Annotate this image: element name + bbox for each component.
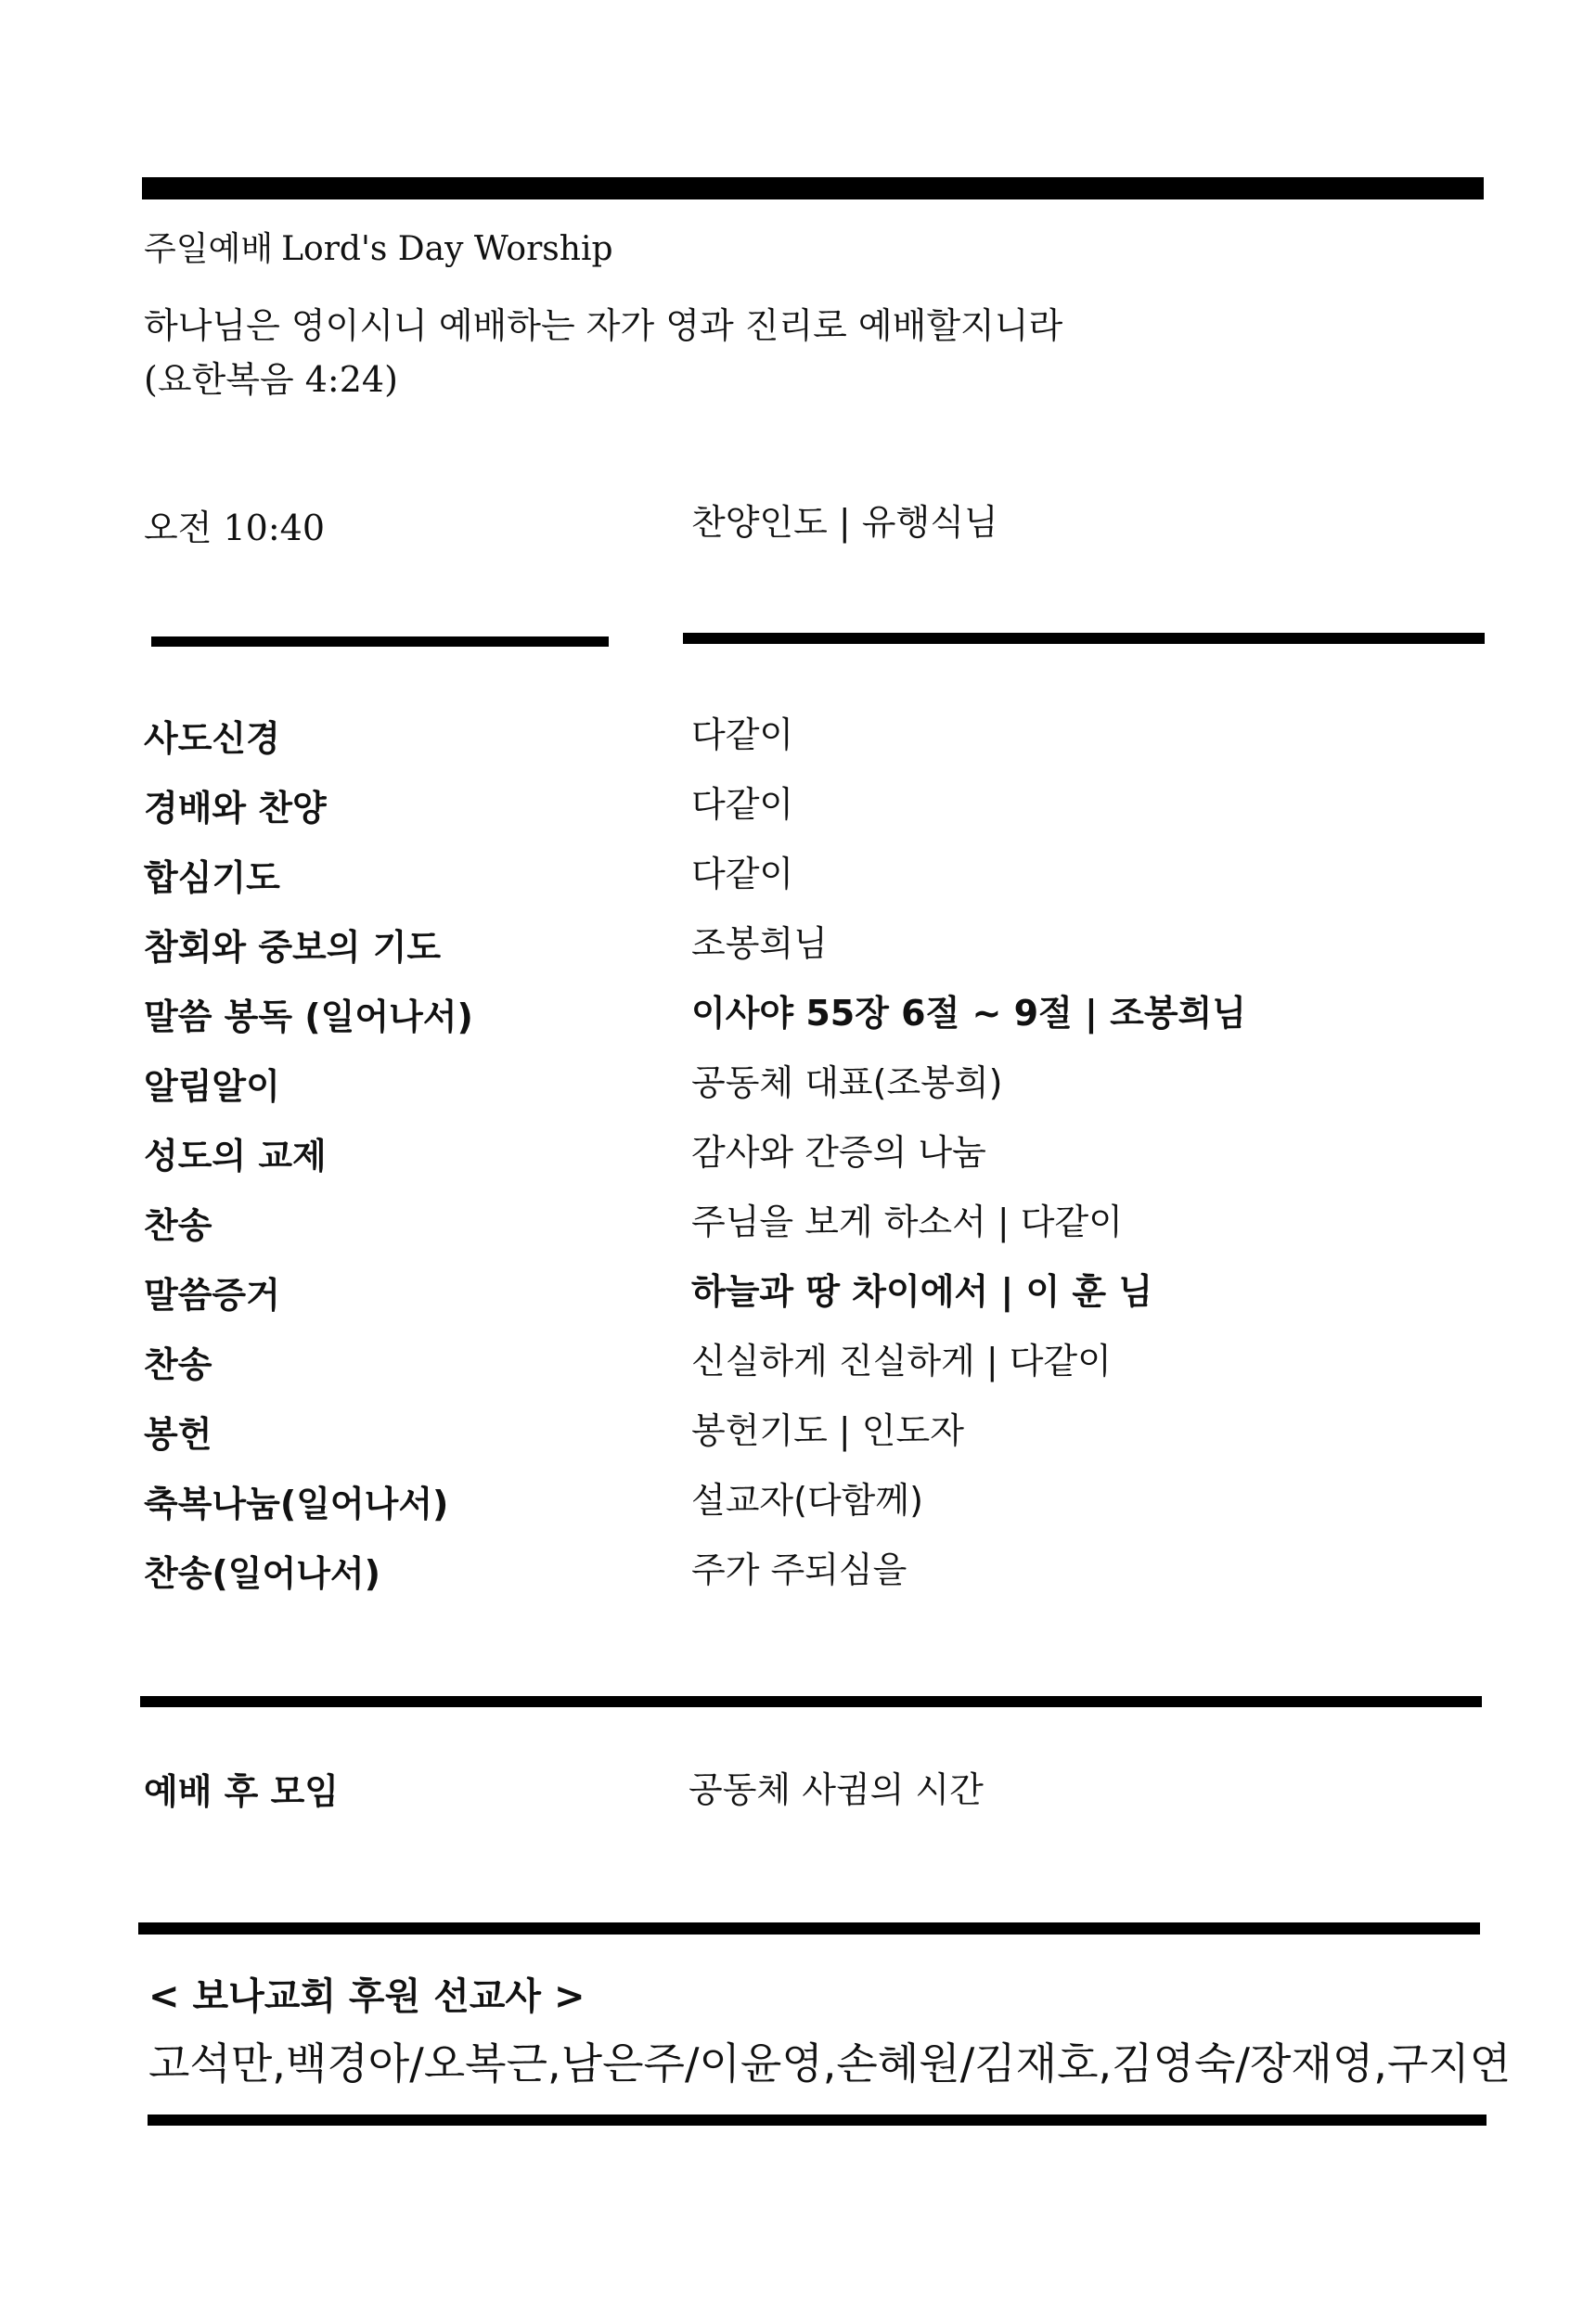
- order-detail: 다같이: [691, 854, 794, 894]
- missionaries-title: < 보나교회 후원 선교사 >: [148, 1975, 586, 2018]
- after-service-divider: [138, 1922, 1480, 1935]
- top-divider: [142, 177, 1484, 199]
- order-row: [144, 1197, 1443, 1266]
- scripture-verse: 하나님은 영이시니 예배하는 자가 영과 진리로 예배할지니라: [144, 305, 1063, 346]
- order-item: 찬송(일어나서): [144, 1553, 380, 1594]
- order-detail: 다같이: [691, 784, 794, 825]
- order-item: 성도의 교제: [144, 1136, 327, 1176]
- order-row: [144, 779, 1443, 849]
- order-item: 찬송: [144, 1344, 212, 1385]
- order-row: [144, 710, 1443, 779]
- order-item: 말씀증거: [144, 1275, 280, 1316]
- service-time: 오전 10:40: [144, 508, 326, 548]
- order-detail: 주가 주되심을: [691, 1549, 907, 1590]
- order-row: [144, 1406, 1443, 1475]
- order-item: 경배와 찬양: [144, 788, 327, 829]
- time-divider: [151, 636, 609, 647]
- order-detail: 주님을 보게 하소서 | 다같이: [691, 1202, 1123, 1242]
- order-row: [144, 1266, 1443, 1336]
- page-title-en: Lord's Day Worship: [281, 230, 613, 268]
- bottom-divider: [148, 2115, 1487, 2126]
- order-item: 알림알이: [144, 1066, 280, 1107]
- after-service-label: 예배 후 모임: [144, 1771, 339, 1812]
- order-item: 찬송: [144, 1205, 212, 1246]
- order-row: [144, 1336, 1443, 1406]
- order-detail: 설교자(다함께): [691, 1480, 923, 1521]
- order-detail: 감사와 간증의 나눔: [691, 1132, 986, 1173]
- order-row: [144, 1058, 1443, 1127]
- page-title-ko: 주일예배: [144, 230, 274, 268]
- order-row: [144, 988, 1443, 1058]
- order-detail: 조봉희님: [691, 923, 828, 964]
- order-item: 축복나눔(일어나서): [144, 1484, 449, 1524]
- page-title: [144, 223, 613, 270]
- order-item: 사도신경: [144, 718, 280, 759]
- order-detail: 이사야 55장 6절 ~ 9절 | 조봉희님: [691, 993, 1246, 1034]
- worship-leader: 찬양인도 | 유행식님: [691, 502, 998, 543]
- order-row: [144, 1545, 1443, 1614]
- order-row: [144, 919, 1443, 988]
- after-service-detail: 공동체 사귐의 시간: [689, 1769, 984, 1810]
- scripture-reference: (요한복음 4:24): [144, 359, 398, 400]
- leader-divider: [683, 633, 1485, 644]
- order-detail: 하늘과 땅 차이에서 | 이 훈 님: [691, 1271, 1153, 1312]
- order-detail: 공동체 대표(조봉희): [691, 1062, 1003, 1103]
- order-item: 참회와 중보의 기도: [144, 927, 442, 968]
- order-row: [144, 1475, 1443, 1545]
- order-bottom-divider: [140, 1696, 1482, 1707]
- order-of-worship: [144, 710, 1443, 1614]
- order-detail: 신실하게 진실하게 | 다같이: [691, 1341, 1112, 1382]
- order-detail: 봉헌기도 | 인도자: [691, 1410, 964, 1451]
- order-item: 말씀 봉독 (일어나서): [144, 996, 473, 1037]
- missionaries-names: 고석만,백경아/오복근,남은주/이윤영,손혜원/김재호,김영숙/장재영,구지연: [148, 2038, 1512, 2089]
- order-item: 봉헌: [144, 1414, 212, 1455]
- order-row: [144, 849, 1443, 919]
- order-detail: 다같이: [691, 714, 794, 755]
- order-row: [144, 1127, 1443, 1197]
- order-item: 합심기도: [144, 857, 280, 898]
